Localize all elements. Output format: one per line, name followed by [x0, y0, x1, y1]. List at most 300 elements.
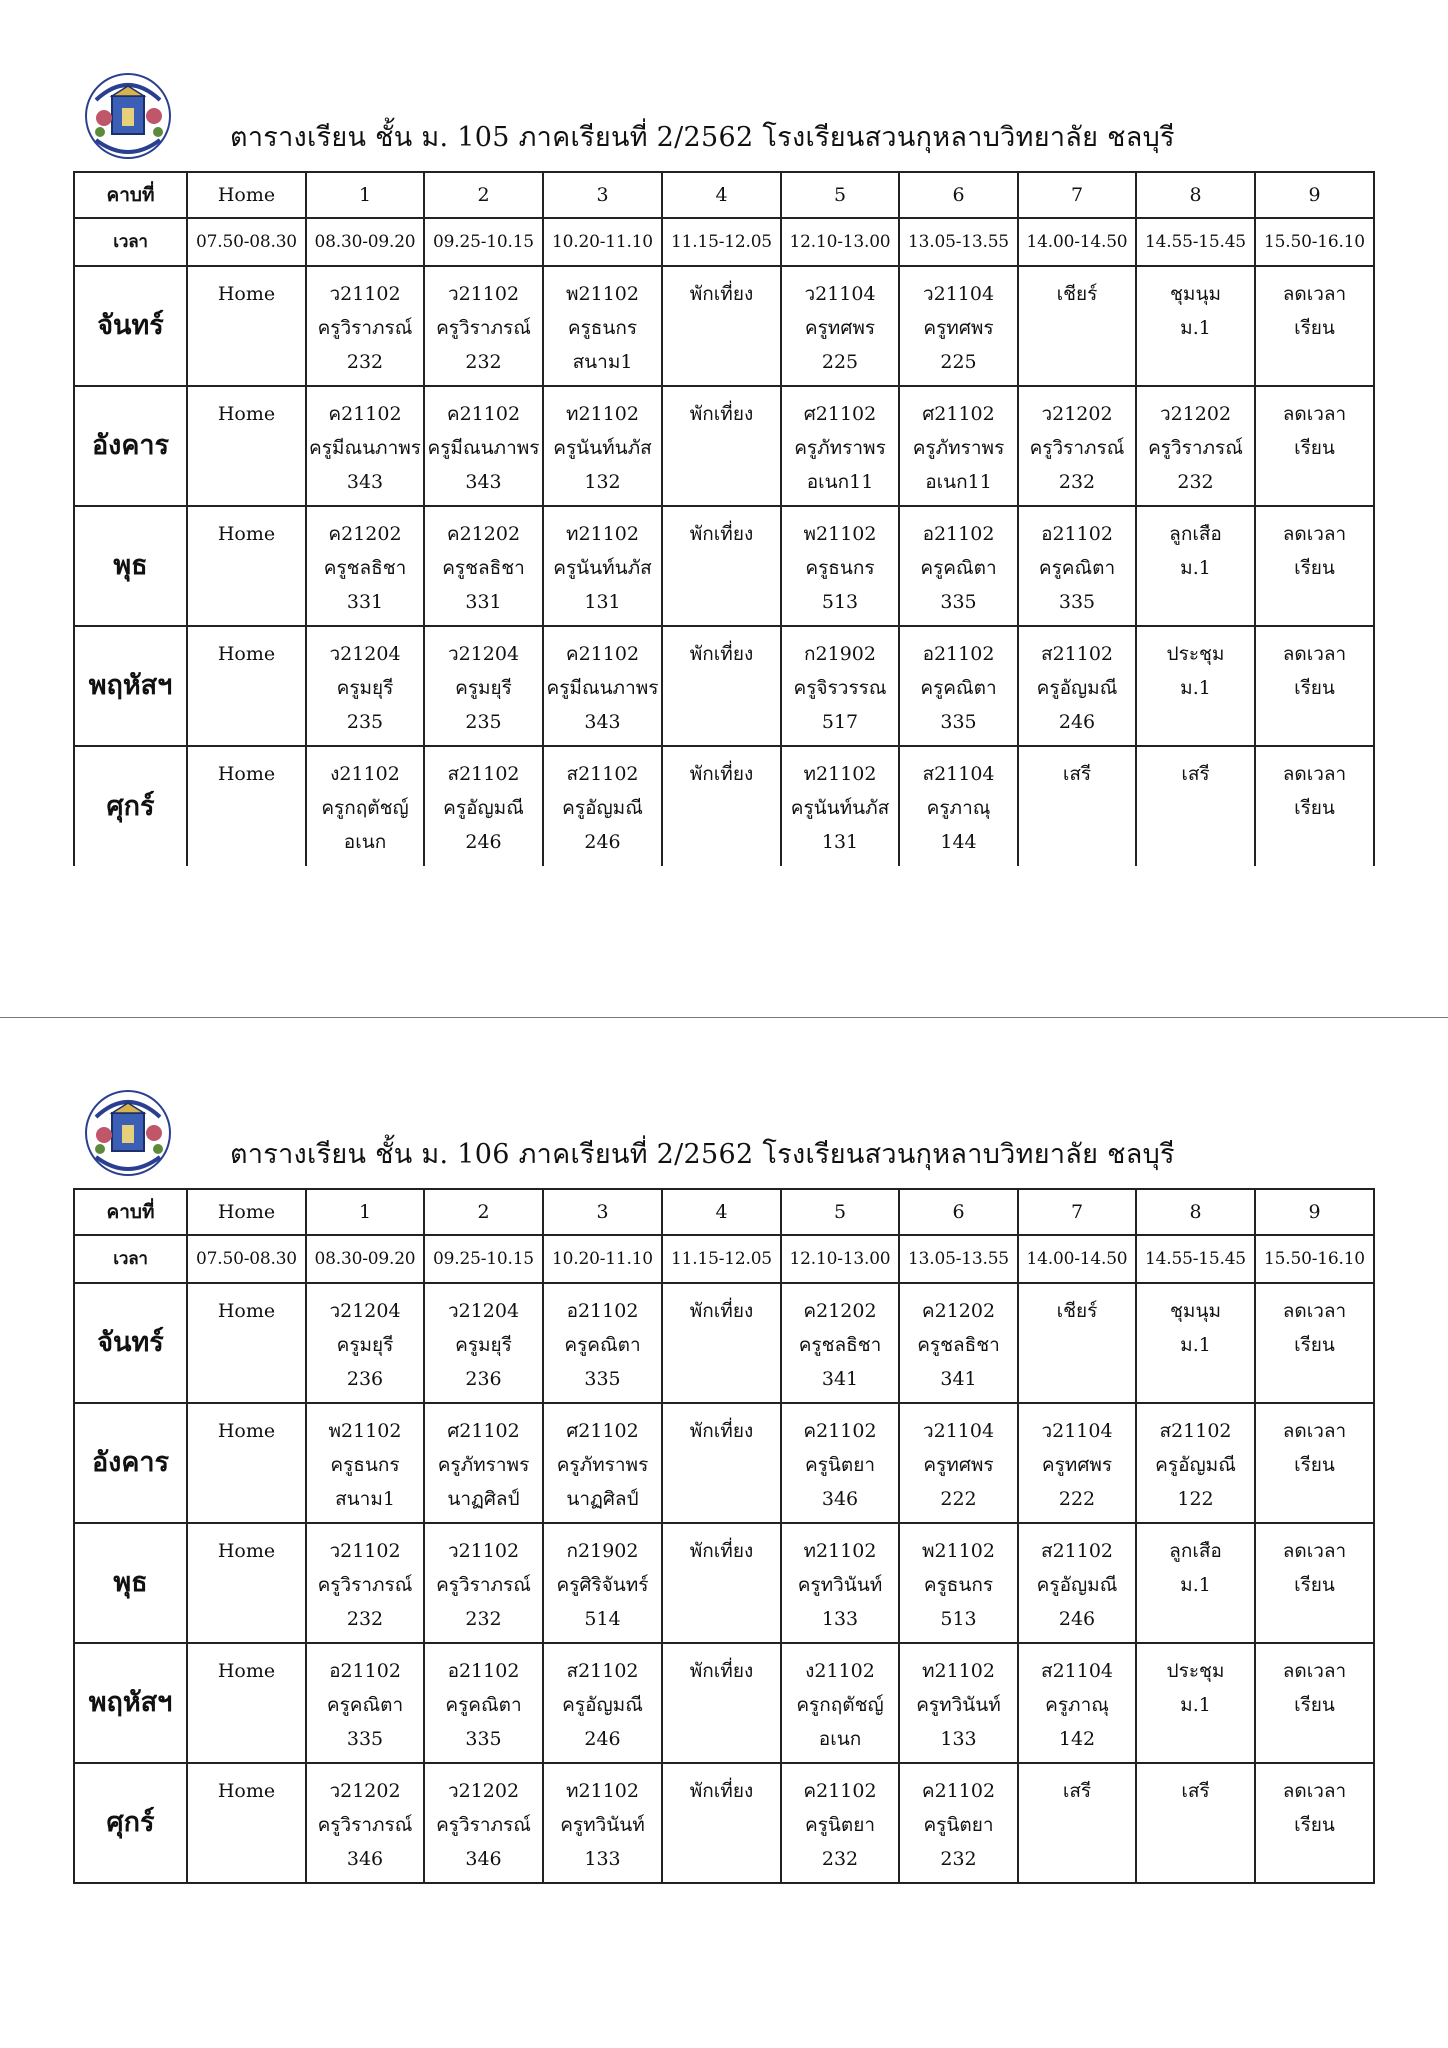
- subject-code: ว21202: [1041, 403, 1113, 425]
- class-cell: [1136, 266, 1255, 386]
- class-cell: [424, 1283, 543, 1403]
- room: 246: [1058, 711, 1096, 733]
- class-cell: [187, 746, 306, 866]
- class-cell: [662, 1403, 781, 1523]
- class-cell: [306, 386, 424, 506]
- subject-code: ว21202: [1159, 403, 1232, 425]
- room: 133: [584, 1848, 621, 1870]
- time-label: เวลา: [74, 1235, 187, 1283]
- teacher-name: ครูวิราภรณ์: [436, 1574, 531, 1596]
- subject-code: ค21102: [565, 643, 640, 665]
- teacher-name: ครูวิราภรณ์: [317, 317, 413, 339]
- class-cell: [1136, 386, 1255, 506]
- class-cell: [1136, 746, 1255, 866]
- room: 343: [465, 471, 502, 493]
- subject-code: ก21902: [804, 643, 876, 665]
- class-cell: [306, 1283, 424, 1403]
- subject-code: พักเที่ยง: [689, 403, 754, 425]
- room: 232: [940, 1848, 977, 1870]
- class-cell: [1018, 1523, 1136, 1643]
- subject-code: ศ21102: [922, 403, 995, 425]
- teacher-name: ครูธนกร: [567, 317, 638, 339]
- subject-code: ว21204: [447, 1300, 520, 1322]
- teacher-name: เรียน: [1294, 437, 1335, 459]
- room: 343: [346, 471, 384, 493]
- period-header: 6: [899, 172, 1018, 218]
- room: 232: [465, 1608, 502, 1630]
- teacher-name: ครูธนกร: [330, 1454, 400, 1476]
- subject-code: ลดเวลา: [1282, 523, 1347, 545]
- subject-code: Home: [217, 1660, 276, 1682]
- subject-code: ค21202: [803, 1300, 877, 1322]
- class-cell: [187, 506, 306, 626]
- subject-code: ประชุม: [1166, 643, 1225, 665]
- room: 346: [465, 1848, 502, 1870]
- teacher-name: ครูมยุรี: [336, 677, 394, 699]
- room: 232: [1177, 471, 1214, 493]
- class-cell: [781, 1283, 899, 1403]
- room: อเนก: [818, 1728, 862, 1750]
- school-logo-icon: [74, 1077, 182, 1185]
- class-cell: [1255, 626, 1374, 746]
- subject-code: ส21102: [1040, 1540, 1114, 1562]
- subject-code: Home: [217, 283, 276, 305]
- subject-code: พักเที่ยง: [689, 1660, 754, 1682]
- teacher-name: ครูวิราภรณ์: [1029, 437, 1125, 459]
- class-cell: [306, 506, 424, 626]
- subject-code: ส21102: [566, 1660, 639, 1682]
- teacher-name: ครูนิตยา: [804, 1454, 876, 1476]
- time-row: [74, 1235, 1374, 1283]
- subject-code: พักเที่ยง: [689, 763, 754, 785]
- class-cell: [1136, 626, 1255, 746]
- teacher-name: ครูอัญมณี: [1155, 1454, 1236, 1476]
- school-logo-icon: [74, 60, 182, 168]
- subject-code: Home: [217, 1540, 276, 1562]
- day-row: [74, 1523, 1374, 1643]
- class-cell: [543, 1763, 662, 1883]
- class-cell: [781, 266, 899, 386]
- time-label: เวลา: [74, 218, 187, 266]
- class-cell: [543, 506, 662, 626]
- class-cell: [899, 266, 1018, 386]
- timetable: [73, 1188, 1375, 1884]
- room: 222: [940, 1488, 977, 1510]
- subject-code: พักเที่ยง: [689, 1420, 754, 1442]
- teacher-name: ครูอัญมณี: [1036, 1574, 1118, 1596]
- room: 514: [584, 1608, 621, 1630]
- class-cell: [662, 1523, 781, 1643]
- class-cell: [1255, 506, 1374, 626]
- teacher-name: เรียน: [1294, 677, 1335, 699]
- class-cell: [1018, 1403, 1136, 1523]
- room: นาฏศิลป์: [566, 1488, 639, 1510]
- period-header: 7: [1018, 172, 1136, 218]
- period-header: 9: [1255, 172, 1374, 218]
- subject-code: ค21202: [921, 1300, 996, 1322]
- teacher-name: ครูอัญมณี: [562, 1694, 643, 1716]
- teacher-name: ครูภัทราพร: [794, 437, 886, 459]
- time-slot: 11.15-12.05: [662, 1235, 781, 1283]
- period-header: 4: [662, 1189, 781, 1235]
- room: 346: [346, 1848, 384, 1870]
- class-cell: [1018, 506, 1136, 626]
- period-header: 5: [781, 1189, 899, 1235]
- room: 131: [821, 831, 859, 853]
- class-cell: [662, 1763, 781, 1883]
- class-cell: [899, 746, 1018, 866]
- subject-code: Home: [217, 1300, 276, 1322]
- room: อเนก11: [806, 471, 874, 493]
- subject-code: พ21102: [566, 283, 639, 305]
- room: 232: [465, 351, 502, 373]
- subject-code: อ21102: [329, 1660, 401, 1682]
- class-cell: [187, 1763, 306, 1883]
- day-row: [74, 266, 1374, 386]
- subject-code: ลดเวลา: [1282, 763, 1347, 785]
- subject-code: ว21202: [329, 1780, 401, 1802]
- subject-code: เชียร์: [1056, 1300, 1098, 1322]
- room: 222: [1058, 1488, 1096, 1510]
- subject-code: ศ21102: [566, 1420, 639, 1442]
- teacher-name: ครูทศพร: [923, 1454, 994, 1476]
- class-cell: [187, 626, 306, 746]
- room: 225: [940, 351, 977, 373]
- day-name: อังคาร: [74, 1403, 187, 1523]
- class-cell: [424, 626, 543, 746]
- subject-code: อ21102: [922, 643, 995, 665]
- subject-code: ค21202: [328, 523, 402, 545]
- class-cell: [306, 1643, 424, 1763]
- time-slot: 12.10-13.00: [781, 1235, 899, 1283]
- subject-code: ลดเวลา: [1282, 1660, 1347, 1682]
- class-cell: [424, 1763, 543, 1883]
- class-cell: [781, 746, 899, 866]
- class-cell: [187, 386, 306, 506]
- teacher-name: ครูมีณนภาพร: [309, 437, 421, 459]
- subject-code: ค21102: [328, 403, 402, 425]
- class-cell: [306, 1403, 424, 1523]
- subject-code: ว21102: [447, 1540, 520, 1562]
- class-cell: [899, 1283, 1018, 1403]
- schedule-title: ตารางเรียน ชั้น ม. 105 ภาคเรียนที่ 2/2562 โรงเรียนสวนกุหลาบวิทยาลัย ชลบุรี: [230, 122, 1175, 153]
- room: 331: [465, 591, 502, 613]
- teacher-name: ครูคณิตา: [564, 1334, 641, 1356]
- day-name: ศุกร์: [74, 746, 187, 866]
- class-cell: [1018, 266, 1136, 386]
- subject-code: ว21202: [447, 1780, 520, 1802]
- subject-code: ส21102: [447, 763, 520, 785]
- class-cell: [1255, 1283, 1374, 1403]
- day-row: [74, 386, 1374, 506]
- teacher-name: ครูวิราภรณ์: [436, 317, 531, 339]
- time-slot: 07.50-08.30: [187, 218, 306, 266]
- page-divider: [0, 1017, 1448, 1018]
- teacher-name: ครูมยุรี: [455, 1334, 512, 1356]
- teacher-name: ครูทวินันท์: [916, 1694, 1001, 1716]
- day-name: อังคาร: [74, 386, 187, 506]
- teacher-name: เรียน: [1294, 557, 1335, 579]
- room: 246: [465, 831, 502, 853]
- subject-code: พักเที่ยง: [689, 283, 754, 305]
- class-cell: [662, 386, 781, 506]
- teacher-name: ครูคณิตา: [445, 1694, 522, 1716]
- time-slot: 14.00-14.50: [1018, 1235, 1136, 1283]
- period-row: [74, 1189, 1374, 1235]
- class-cell: [1136, 1403, 1255, 1523]
- subject-code: อ21102: [447, 1660, 520, 1682]
- room: สนาม1: [572, 351, 633, 373]
- subject-code: เชียร์: [1056, 283, 1098, 305]
- subject-code: ชุมนุม: [1170, 1300, 1221, 1322]
- teacher-name: ครูทวินันท์: [797, 1574, 883, 1596]
- teacher-name: ครูภัทราพร: [437, 1454, 530, 1476]
- subject-code: ว21204: [447, 643, 520, 665]
- teacher-name: ครูคณิตา: [1038, 557, 1116, 579]
- time-slot: 08.30-09.20: [306, 1235, 424, 1283]
- teacher-name: เรียน: [1294, 1694, 1335, 1716]
- class-cell: [1018, 1283, 1136, 1403]
- teacher-name: ครูภาณุ: [1045, 1694, 1109, 1716]
- subject-code: ลดเวลา: [1282, 1420, 1347, 1442]
- period-header: 4: [662, 172, 781, 218]
- class-cell: [1136, 506, 1255, 626]
- teacher-name: ครูภัทราพร: [912, 437, 1005, 459]
- class-cell: [306, 1763, 424, 1883]
- teacher-name: ม.1: [1180, 317, 1211, 339]
- class-cell: [1136, 1523, 1255, 1643]
- teacher-name: ครูชลธิชา: [917, 1334, 1000, 1356]
- subject-code: ประชุม: [1166, 1660, 1225, 1682]
- period-header: 7: [1018, 1189, 1136, 1235]
- subject-code: ส21104: [922, 763, 995, 785]
- class-cell: [662, 626, 781, 746]
- class-cell: [662, 506, 781, 626]
- class-cell: [781, 1523, 899, 1643]
- teacher-name: ครูมีณนภาพร: [546, 677, 659, 699]
- teacher-name: ครูกฤตัชญ์: [321, 797, 409, 819]
- time-slot: 11.15-12.05: [662, 218, 781, 266]
- subject-code: Home: [217, 1420, 276, 1442]
- teacher-name: ครูทศพร: [1041, 1454, 1113, 1476]
- subject-code: ว21102: [329, 283, 401, 305]
- period-header: 1: [306, 172, 424, 218]
- day-name: พุธ: [74, 506, 187, 626]
- teacher-name: ครูทวินันท์: [560, 1814, 645, 1836]
- day-row: [74, 1643, 1374, 1763]
- subject-code: Home: [217, 763, 276, 785]
- day-name: จันทร์: [74, 266, 187, 386]
- teacher-name: ครูธนกร: [923, 1574, 994, 1596]
- time-slot: 07.50-08.30: [187, 1235, 306, 1283]
- teacher-name: ครูกฤตัชญ์: [796, 1694, 884, 1716]
- teacher-name: ครูคณิตา: [920, 557, 997, 579]
- room: 232: [346, 351, 384, 373]
- day-row: [74, 746, 1374, 866]
- teacher-name: ครูวิราภรณ์: [317, 1574, 413, 1596]
- time-slot: 15.50-16.10: [1255, 218, 1374, 266]
- day-name: พุธ: [74, 1523, 187, 1643]
- teacher-name: เรียน: [1294, 1454, 1335, 1476]
- class-cell: [1255, 1763, 1374, 1883]
- subject-code: ก21902: [566, 1540, 639, 1562]
- timetable: [73, 171, 1375, 866]
- room: 133: [821, 1608, 859, 1630]
- subject-code: ส21102: [1040, 643, 1114, 665]
- teacher-name: ครูคณิตา: [920, 677, 997, 699]
- time-slot: 10.20-11.10: [543, 1235, 662, 1283]
- subject-code: Home: [217, 1780, 276, 1802]
- subject-code: ว21104: [922, 1420, 995, 1442]
- subject-code: ว21104: [1041, 1420, 1113, 1442]
- class-cell: [543, 386, 662, 506]
- period-header: 9: [1255, 1189, 1374, 1235]
- period-header: 8: [1136, 1189, 1255, 1235]
- day-row: [74, 1403, 1374, 1523]
- teacher-name: เรียน: [1294, 797, 1335, 819]
- teacher-name: ครูคณิตา: [326, 1694, 404, 1716]
- class-cell: [662, 266, 781, 386]
- time-row: [74, 218, 1374, 266]
- class-cell: [543, 1523, 662, 1643]
- subject-code: พักเที่ยง: [689, 1780, 754, 1802]
- room: นาฏศิลป์: [447, 1488, 520, 1510]
- period-header: 5: [781, 172, 899, 218]
- time-slot: 08.30-09.20: [306, 218, 424, 266]
- room: 142: [1058, 1728, 1096, 1750]
- teacher-name: ครูชลธิชา: [442, 557, 525, 579]
- class-cell: [899, 1763, 1018, 1883]
- day-name: พฤหัสฯ: [74, 626, 187, 746]
- room: 132: [584, 471, 621, 493]
- room: 335: [584, 1368, 621, 1390]
- subject-code: ชุมนุม: [1170, 283, 1221, 305]
- subject-code: ลดเวลา: [1282, 403, 1347, 425]
- room: 246: [584, 831, 621, 853]
- subject-code: ส21102: [566, 763, 639, 785]
- class-cell: [187, 1643, 306, 1763]
- class-cell: [543, 1643, 662, 1763]
- subject-code: ว21204: [329, 1300, 401, 1322]
- teacher-name: เรียน: [1294, 1334, 1335, 1356]
- room: 235: [465, 711, 502, 733]
- subject-code: ศ21102: [803, 403, 877, 425]
- period-label: คาบที่: [74, 172, 187, 218]
- time-slot: 13.05-13.55: [899, 218, 1018, 266]
- subject-code: Home: [217, 523, 276, 545]
- room: 232: [821, 1848, 859, 1870]
- class-cell: [1255, 746, 1374, 866]
- time-slot: 15.50-16.10: [1255, 1235, 1374, 1283]
- subject-code: พักเที่ยง: [689, 1300, 754, 1322]
- period-header: 1: [306, 1189, 424, 1235]
- day-name: ศุกร์: [74, 1763, 187, 1883]
- class-cell: [1018, 1763, 1136, 1883]
- room: 236: [465, 1368, 502, 1390]
- subject-code: ว21104: [804, 283, 876, 305]
- class-cell: [1136, 1643, 1255, 1763]
- class-cell: [424, 746, 543, 866]
- subject-code: พักเที่ยง: [689, 1540, 754, 1562]
- class-cell: [306, 266, 424, 386]
- room: สนาม1: [335, 1488, 395, 1510]
- day-row: [74, 626, 1374, 746]
- time-slot: 13.05-13.55: [899, 1235, 1018, 1283]
- teacher-name: ครูมีณนภาพร: [427, 437, 540, 459]
- class-cell: [662, 746, 781, 866]
- class-cell: [1255, 266, 1374, 386]
- class-cell: [424, 266, 543, 386]
- room: 513: [940, 1608, 977, 1630]
- class-cell: [1255, 1643, 1374, 1763]
- subject-code: ว21204: [329, 643, 401, 665]
- subject-code: ค21102: [446, 403, 521, 425]
- teacher-name: ม.1: [1180, 1574, 1211, 1596]
- period-label: คาบที่: [74, 1189, 187, 1235]
- room: 335: [1058, 591, 1096, 613]
- subject-code: ท21102: [566, 403, 639, 425]
- room: 335: [940, 711, 977, 733]
- time-slot: 14.55-15.45: [1136, 218, 1255, 266]
- class-cell: [424, 506, 543, 626]
- time-slot: 12.10-13.00: [781, 218, 899, 266]
- class-cell: [187, 1523, 306, 1643]
- time-slot: 09.25-10.15: [424, 218, 543, 266]
- day-row: [74, 1283, 1374, 1403]
- class-cell: [899, 506, 1018, 626]
- class-cell: [543, 746, 662, 866]
- class-cell: [306, 746, 424, 866]
- subject-code: พ21102: [803, 523, 877, 545]
- class-cell: [899, 626, 1018, 746]
- teacher-name: ครูจิรวรรณ: [793, 677, 887, 699]
- room: 131: [584, 591, 621, 613]
- period-header: 6: [899, 1189, 1018, 1235]
- class-cell: [781, 626, 899, 746]
- teacher-name: ครูธนกร: [805, 557, 875, 579]
- class-cell: [662, 1283, 781, 1403]
- period-header: 3: [543, 172, 662, 218]
- period-header: 8: [1136, 172, 1255, 218]
- room: 341: [821, 1368, 859, 1390]
- time-slot: 14.00-14.50: [1018, 218, 1136, 266]
- room: 335: [465, 1728, 502, 1750]
- day-row: [74, 506, 1374, 626]
- subject-code: ท21102: [803, 1540, 877, 1562]
- room: 246: [1058, 1608, 1096, 1630]
- subject-code: พ21102: [328, 1420, 402, 1442]
- room: 246: [584, 1728, 621, 1750]
- subject-code: ว21102: [447, 283, 520, 305]
- class-cell: [1136, 1283, 1255, 1403]
- subject-code: ลูกเสือ: [1169, 1540, 1222, 1562]
- class-cell: [781, 506, 899, 626]
- teacher-name: ครูภัทราพร: [556, 1454, 649, 1476]
- teacher-name: ครูอัญมณี: [562, 797, 643, 819]
- teacher-name: ครูนันท์นภัส: [553, 437, 652, 459]
- teacher-name: ครูวิราภรณ์: [1148, 437, 1243, 459]
- day-name: จันทร์: [74, 1283, 187, 1403]
- subject-code: ลดเวลา: [1282, 283, 1347, 305]
- subject-code: พ21102: [922, 1540, 995, 1562]
- class-cell: [1255, 386, 1374, 506]
- class-cell: [1018, 386, 1136, 506]
- subject-code: ลูกเสือ: [1169, 523, 1222, 545]
- subject-code: อ21102: [922, 523, 995, 545]
- teacher-name: ม.1: [1180, 677, 1211, 699]
- class-cell: [424, 1643, 543, 1763]
- room: 232: [1058, 471, 1096, 493]
